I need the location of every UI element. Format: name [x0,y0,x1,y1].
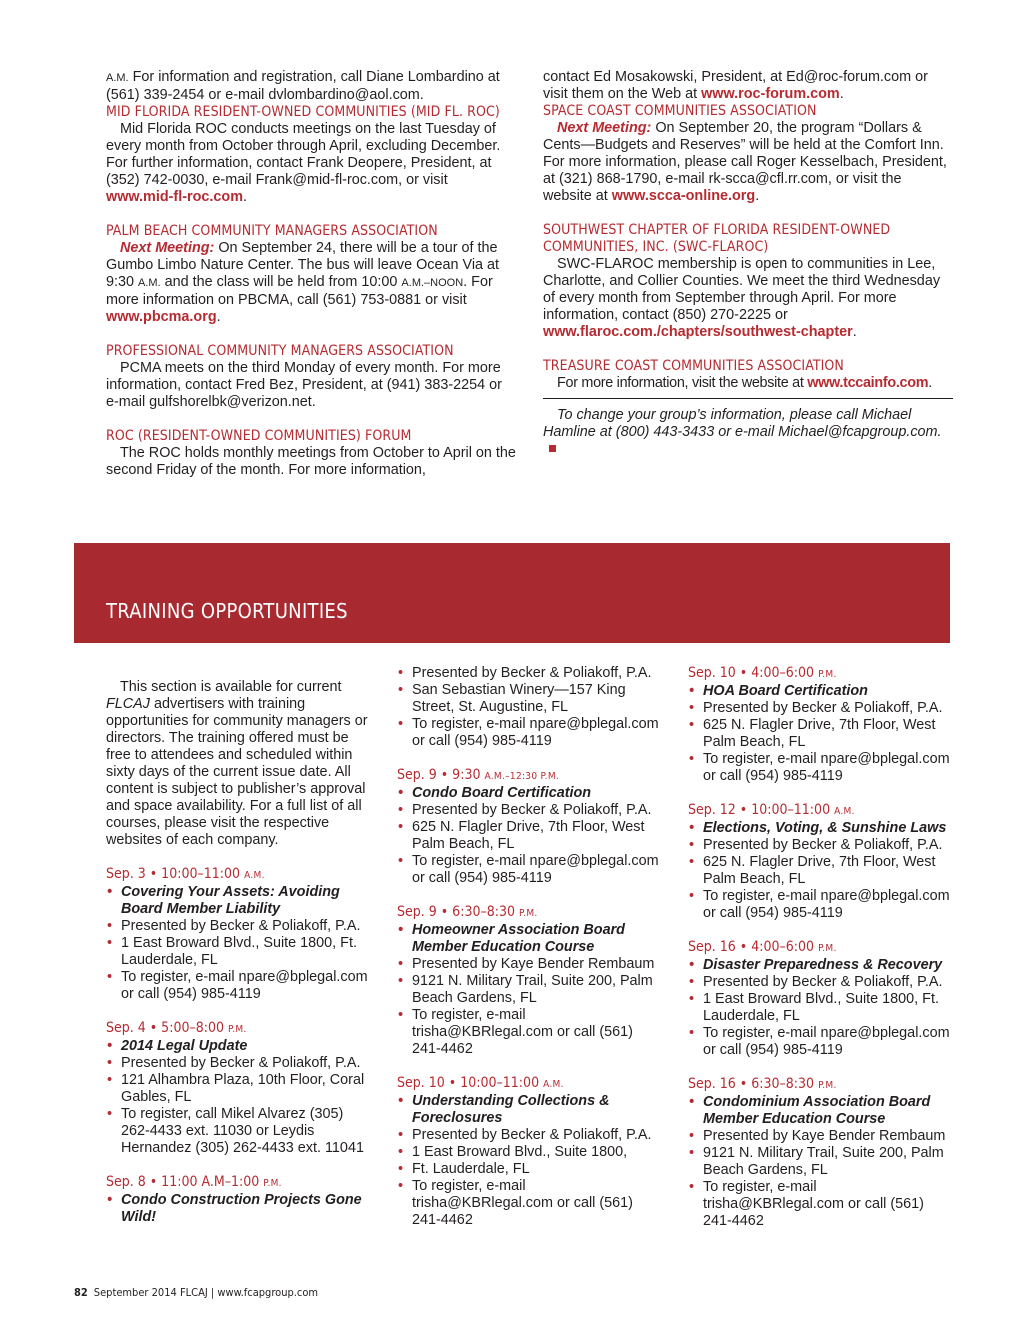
training-event [106,1174,371,1226]
event-detail: • 625 N. Flagler Drive, 7th Floor, West Palm Beach, FL [688,717,953,751]
issue-info: September 2014 FLCAJ | www.fcapgroup.com [93,1286,319,1299]
event-detail: • To register, e-mail npare@bplegal.com or call (954) 985-4119 [688,1025,953,1059]
event-title: • 2014 Legal Update [106,1038,371,1055]
training-event [688,665,953,785]
section-heading: PALM BEACH COMMUNITY MANAGERS ASSOCIATION [106,223,438,239]
event-detail: • Presented by Becker & Poliakoff, P.A. [106,1055,371,1072]
event-detail: • 1 East Broward Blvd., Suite 1800, Ft. Lauderdale, FL [688,991,953,1025]
page-number: 82 [74,1286,88,1299]
event-detail: • To register, e-mail npare@bplegal.com or call (954) 985-4119 [397,853,662,887]
training-event [106,866,371,1003]
event-title: • Condo Board Certification [397,785,662,802]
event-date: Sep. 10 • 4:00–6:00 P.M. [688,665,837,681]
training-event [397,665,662,750]
continued-text: A.M. For information and registration, call Diane Lombardino at (561) 339-2454 or e-mail dvlombardino@aol.com. [106,69,500,103]
event-detail: • Presented by Kaye Bender Rembaum [397,956,662,973]
event-date: Sep. 9 • 6:30–8:30 P.M. [397,904,538,920]
event-detail: • To register, e-mail npare@bplegal.com or call (954) 985-4119 [688,888,953,922]
website-link[interactable]: www.roc-forum.com [701,86,840,102]
training-column-1 [106,665,371,1243]
section-banner [74,543,950,643]
mid-florida-section: MID FLORIDA RESIDENT-OWNED COMMUNITIES (MID FL. ROC) Mid Florida ROC conducts meetings on the last Tuesday of every month from October through April, excluding December. For further information, contact Frank Deopere, President, at (352) 742-0030, e-mail Frank@mid-fl-roc.com, or visit www.mid-fl-roc.com. [106,104,516,206]
section-heading: SPACE COAST COMMUNITIES ASSOCIATION [543,103,817,119]
training-event [106,1020,371,1157]
event-date: Sep. 10 • 10:00–11:00 A.M. [397,1075,564,1091]
event-detail: • To register, e-mail trisha@KBRlegal.com or call (561) 241-4462 [397,1178,662,1229]
training-event [688,939,953,1059]
event-detail: • 1 East Broward Blvd., Suite 1800, Ft. Lauderdale, FL [106,935,371,969]
palm-beach-section: PALM BEACH COMMUNITY MANAGERS ASSOCIATION Next Meeting: On September 24, there will be a tour of the Gumbo Limbo Nature Center. The bus will leave Ocean Via at 9:30 A.M. and the class will be held from 10:00 A.M.–NOON. For more information on PBCMA, call (561) 753-0881 or visit www.pbcma.org. [106,223,516,326]
event-title: • HOA Board Certification [688,683,953,700]
training-intro: This section is available for current FLCAJ advertisers with training opportunities for community managers or directors. The training offered must be free to attendees and scheduled within sixty days of the current issue date. All content is subject to publisher’s approval and space availability. For a full list of all courses, please visit the respective websites of each company. [106,679,368,849]
event-detail: • To register, e-mail npare@bplegal.com or call (954) 985-4119 [106,969,371,1003]
event-detail: • 9121 N. Military Trail, Suite 200, Palm Beach Gardens, FL [397,973,662,1007]
treasure-coast-section: TREASURE COAST COMMUNITIES ASSOCIATION For more information, visit the website at www.tccainfo.com. [543,358,953,392]
event-date: Sep. 16 • 4:00–6:00 P.M. [688,939,837,955]
event-detail: • 121 Alhambra Plaza, 10th Floor, Coral Gables, FL [106,1072,371,1106]
top-right-column: contact Ed Mosakowski, President, at Ed@roc-forum.com or visit them on the Web at www.roc-forum.com. SPACE COAST COMMUNITIES ASSOCIATION Next Meeting: On September 20, the program “Dollars & Cents—Budgets and Reserves” will be held at the Comfort Inn. For more information, please call Roger Kesselbach, President, at (321) 868-1790, e-mail rk-scca@cfl.rr.com, or visit the website at www.scca-online.org. SOUTHWEST CHAPTER OF FLORIDA RESIDENT-OWNED COMMUNITIES, INC. (SWC-FLAROC) SWC-FLAROC membership is open to communities in Lee, Charlotte, and Collier Counties. We meet the third Wednesday of every month from September through April. For more information, contact (850) 270-2225 or www.flaroc.com./chapters/southwest-chapter. TREASURE COAST COMMUNITIES ASSOCIATION For more information, visit the website at www.tccainfo.com. To change your group’s information, please call Michael Hamline at (800) 443-3433 or e-mail Michael@fcapgroup.com. [543,69,953,458]
event-detail: • Ft. Lauderdale, FL [397,1161,662,1178]
section-heading: ROC (RESIDENT-OWNED COMMUNITIES) FORUM [106,428,412,444]
website-link[interactable]: www.flaroc.com./chapters/southwest-chapter [543,324,853,340]
website-link[interactable]: www.mid-fl-roc.com [106,189,243,205]
event-detail: • To register, e-mail npare@bplegal.com or call (954) 985-4119 [397,716,662,750]
training-column-3 [688,665,953,1247]
top-left-column [106,69,516,479]
event-detail: • To register, e-mail trisha@KBRlegal.com or call (561) 241-4462 [397,1007,662,1058]
event-detail: • Presented by Becker & Poliakoff, P.A. [397,802,662,819]
event-detail: • 1 East Broward Blvd., Suite 1800, [397,1144,662,1161]
swc-flaroc-section: SOUTHWEST CHAPTER OF FLORIDA RESIDENT-OWNED COMMUNITIES, INC. (SWC-FLAROC) SWC-FLAROC membership is open to communities in Lee, Charlotte, and Collier Counties. We meet the third Wednesday of every month from September through April. For more information, contact (850) 270-2225 or www.flaroc.com./chapters/southwest-chapter. [543,222,953,341]
divider [543,398,953,399]
section-heading: SOUTHWEST CHAPTER OF FLORIDA RESIDENT-OWNED COMMUNITIES, INC. (SWC-FLAROC) [543,222,891,255]
training-event [397,767,662,887]
event-detail: • Presented by Becker & Poliakoff, P.A. [397,665,662,682]
event-detail: • Presented by Kaye Bender Rembaum [688,1128,953,1145]
event-title: • Elections, Voting, & Sunshine Laws [688,820,953,837]
event-title: • Homeowner Association Board Member Education Course [397,922,662,956]
training-event [688,802,953,922]
roc-forum-section: ROC (RESIDENT-OWNED COMMUNITIES) FORUM The ROC holds monthly meetings from October to April on the second Friday of the month. For more information, [106,428,516,478]
training-column-2 [397,665,662,1246]
website-link[interactable]: www.pbcma.org [106,309,217,325]
event-detail: • Presented by Becker & Poliakoff, P.A. [688,974,953,991]
event-detail: • San Sebastian Winery—157 King Street, St. Augustine, FL [397,682,662,716]
event-detail: • Presented by Becker & Poliakoff, P.A. [397,1127,662,1144]
section-heading: MID FLORIDA RESIDENT-OWNED COMMUNITIES (MID FL. ROC) [106,104,500,120]
event-date: Sep. 12 • 10:00–11:00 A.M. [688,802,855,818]
event-title: • Disaster Preparedness & Recovery [688,957,953,974]
event-date: Sep. 8 • 11:00 A.M–1:00 P.M. [106,1174,282,1191]
banner-title: TRAINING OPPORTUNITIES [106,599,348,623]
event-date: Sep. 16 • 6:30–8:30 P.M. [688,1076,837,1092]
training-event [688,1076,953,1230]
event-title: • Understanding Collections & Foreclosures [397,1093,662,1127]
website-link[interactable]: www.tccainfo.com [807,375,929,391]
website-link[interactable]: www.scca-online.org [611,188,756,204]
section-heading: TREASURE COAST COMMUNITIES ASSOCIATION [543,358,844,374]
page-footer [74,1286,318,1299]
training-event [397,1075,662,1229]
section-heading: PROFESSIONAL COMMUNITY MANAGERS ASSOCIATION [106,343,454,359]
space-coast-section: SPACE COAST COMMUNITIES ASSOCIATION Next Meeting: On September 20, the program “Dollars & Cents—Budgets and Reserves” will be held at the Comfort Inn. For more information, please call Roger Kesselbach, President, at (321) 868-1790, e-mail rk-scca@cfl.rr.com, or visit the website at www.scca-online.org. [543,103,953,205]
event-detail: • Presented by Becker & Poliakoff, P.A. [688,700,953,717]
event-title: • Covering Your Assets: Avoiding Board Member Liability [106,884,371,918]
event-detail: • Presented by Becker & Poliakoff, P.A. [688,837,953,854]
event-title: • Condo Construction Projects Gone Wild! [106,1192,371,1226]
event-detail: • Presented by Becker & Poliakoff, P.A. [106,918,371,935]
event-date: Sep. 4 • 5:00–8:00 P.M. [106,1020,247,1037]
change-info-note: To change your group’s information, please call Michael Hamline at (800) 443-3433 or e-mail Michael@fcapgroup.com. [543,407,953,458]
end-mark-icon [549,445,556,452]
event-detail: • 9121 N. Military Trail, Suite 200, Palm Beach Gardens, FL [688,1145,953,1179]
pcma-section: PROFESSIONAL COMMUNITY MANAGERS ASSOCIATION PCMA meets on the third Monday of every month. For more information, contact Fred Bez, President, at (941) 383-2254 or e-mail gulfshorelbk@verizon.net. [106,343,516,411]
event-title: • Condominium Association Board Member Education Course [688,1094,953,1128]
event-detail: • To register, e-mail trisha@KBRlegal.com or call (561) 241-4462 [688,1179,953,1230]
event-detail: • 625 N. Flagler Drive, 7th Floor, West Palm Beach, FL [397,819,662,853]
event-date: Sep. 3 • 10:00–11:00 A.M. [106,866,265,883]
event-date: Sep. 9 • 9:30 A.M.–12:30 P.M. [397,767,560,783]
event-detail: • To register, e-mail npare@bplegal.com or call (954) 985-4119 [688,751,953,785]
event-detail: • 625 N. Flagler Drive, 7th Floor, West Palm Beach, FL [688,854,953,888]
event-detail: • To register, call Mikel Alvarez (305) 262-4433 ext. 11030 or Leydis Hernandez (305) 262-4433 ext. 11041 [106,1106,371,1157]
training-event [397,904,662,1058]
